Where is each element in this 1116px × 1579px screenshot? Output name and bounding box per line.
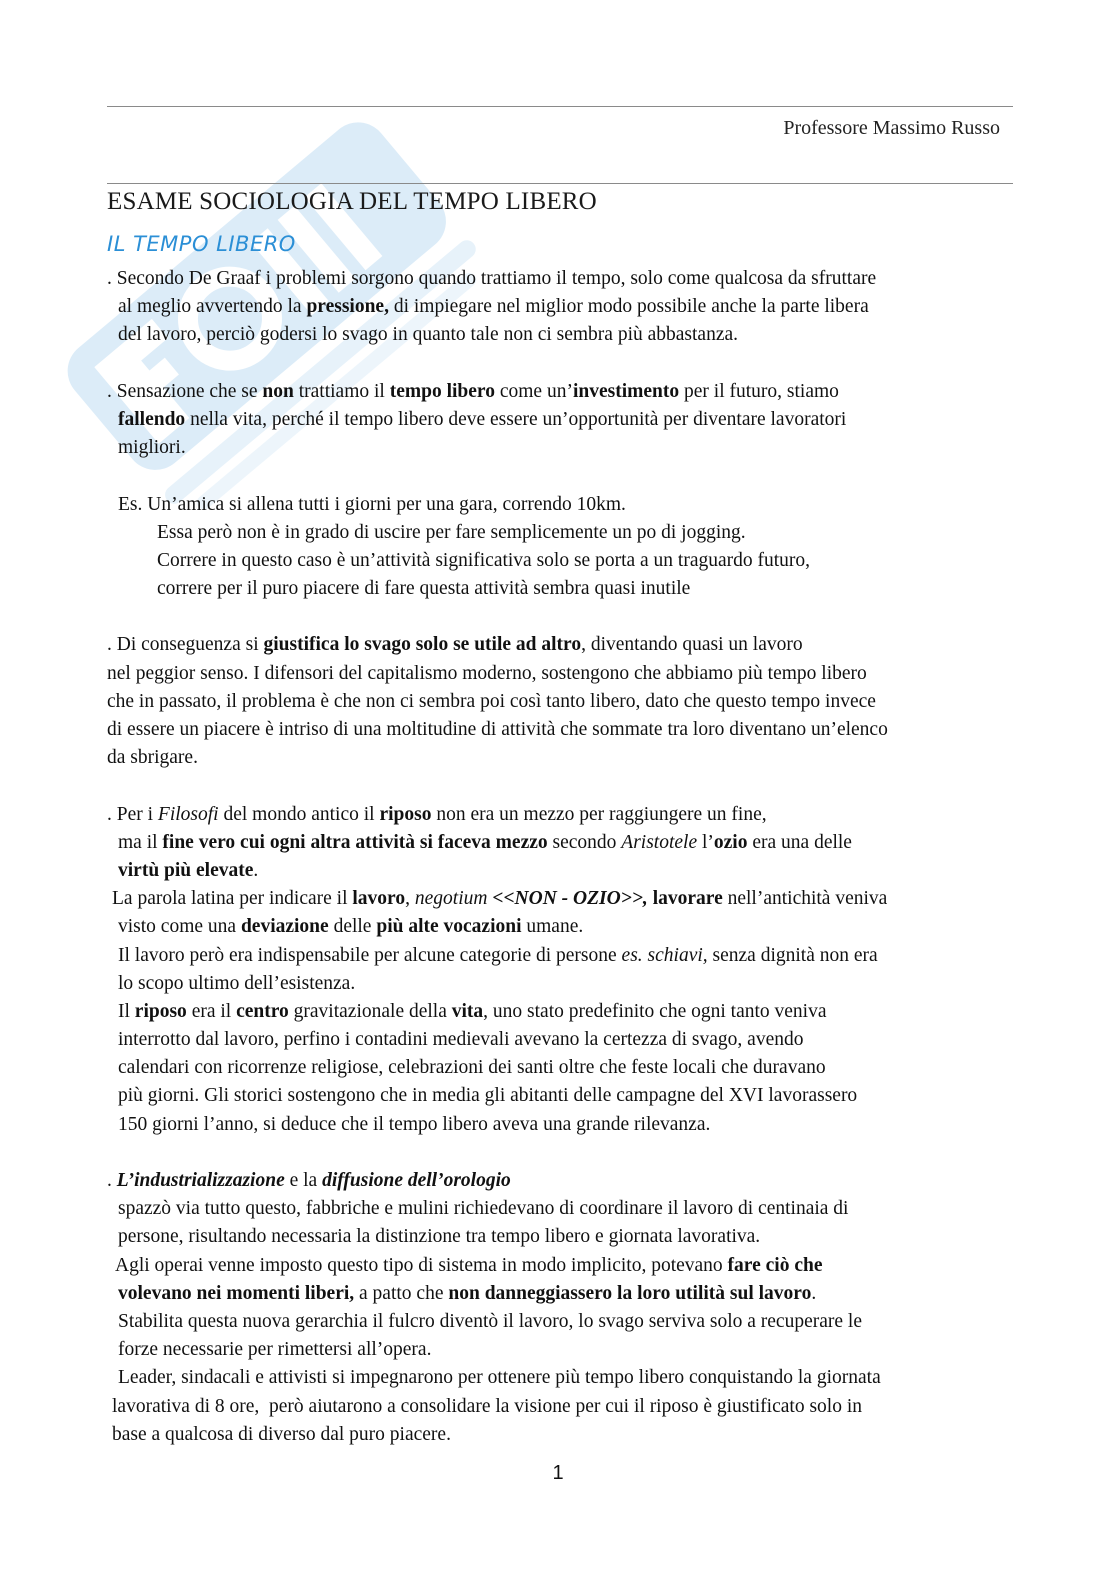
example-line: correre per il puro piacere di fare questa attività sembra quasi inutile (157, 578, 691, 600)
paragraph-line: . Secondo De Graaf i problemi sorgono quando trattiamo il tempo, solo come qualcosa da sfruttare (107, 268, 877, 289)
paragraph-line: La parola latina per indicare il lavoro, negotium <<NON - OZIO>>, lavorare nell’antichità veniva (112, 888, 888, 910)
paragraph-line: . Per i Filosofi del mondo antico il riposo non era un mezzo per raggiungere un fine, (107, 803, 767, 825)
title-rule (107, 183, 1013, 184)
paragraph-line: . Di conseguenza si giustifica lo svago solo se utile ad altro, diventando quasi un lavoro (107, 634, 803, 656)
paragraph-line: visto come una deviazione delle più alte vocazioni umane. (118, 916, 584, 938)
paragraph-line: base a qualcosa di diverso dal puro piacere. (112, 1423, 451, 1445)
paragraph-line: . Sensazione che se non trattiamo il tempo libero come un’investimento per il futuro, stiamo (107, 380, 839, 402)
paragraph-line: ma il fine vero cui ogni altra attività si faceva mezzo secondo Aristotele l’ozio era una delle (118, 831, 852, 853)
header-rule (107, 106, 1013, 107)
example-line: Correre in questo caso è un’attività significativa solo se porta a un traguardo futuro, (157, 549, 811, 571)
paragraph-line: Il lavoro però era indispensabile per alcune categorie di persone es. schiavi, senza dignità non era (118, 944, 878, 966)
paragraph-line: di essere un piacere è intriso di una moltitudine di attività che sommate tra loro diventano un’elenco (107, 719, 888, 740)
paragraph-line: lo scopo ultimo dell’esistenza. (118, 972, 356, 994)
author-name: Professore Massimo Russo (783, 117, 1000, 139)
paragraph-line: forze necessarie per rimettersi all’opera. (118, 1339, 432, 1361)
paragraph-line: Leader, sindacali e attivisti si impegnarono per ottenere più tempo libero conquistando la giornata (118, 1367, 881, 1389)
paragraph-line: più giorni. Gli storici sostengono che in media gli abitanti delle campagne del XVI lavorassero (118, 1085, 858, 1107)
page-number: 1 (552, 1462, 564, 1484)
paragraph-line: nel peggior senso. I difensori del capitalismo moderno, sostengono che abbiamo più tempo libero (107, 662, 867, 684)
paragraph-line: interrotto dal lavoro, perfino i contadini medievali avevano la certezza di svago, avendo (118, 1029, 804, 1051)
paragraph-line: fallendo nella vita, perché il tempo libero deve essere un’opportunità per diventare lavoratori (118, 408, 847, 430)
paragraph-line: lavorativa di 8 ore, però aiutarono a consolidare la visione per cui il riposo è giustificato solo in (112, 1395, 862, 1417)
paragraph-line: persone, risultando necessaria la distinzione tra tempo libero e giornata lavorativa. (118, 1226, 761, 1248)
document-body (107, 265, 1027, 1449)
paragraph-line: che in passato, il problema è che non ci sembra poi così tanto libero, dato che questo tempo invece (107, 690, 876, 712)
paragraph-line: spazzò via tutto questo, fabbriche e mulini richiedevano di coordinare il lavoro di centinaia di (118, 1198, 849, 1220)
paragraph-line: calendari con ricorrenze religiose, celebrazioni dei santi oltre che feste locali che duravano (118, 1057, 826, 1079)
paragraph-line: da sbrigare. (107, 747, 198, 769)
example-line: Es. Un’amica si allena tutti i giorni per una gara, correndo 10km. (118, 493, 626, 515)
paragraph-line: Stabilita questa nuova gerarchia il fulcro diventò il lavoro, lo svago serviva solo a recuperare le (118, 1310, 862, 1332)
paragraph-line: volevano nei momenti liberi, a patto che non danneggiassero la loro utilità sul lavoro. (118, 1282, 817, 1304)
paragraph-line: 150 giorni l’anno, si deduce che il tempo libero aveva una grande rilevanza. (118, 1113, 711, 1135)
example-line: Essa però non è in grado di uscire per fare semplicemente un po di jogging. (157, 521, 746, 543)
paragraph-line: migliori. (118, 437, 186, 459)
document-title: ESAME SOCIOLOGIA DEL TEMPO LIBERO (107, 188, 597, 215)
paragraph-line: . L’industrializzazione e la diffusione dell’orologio (107, 1170, 511, 1191)
paragraph-line: Il riposo era il centro gravitazionale della vita, uno stato predefinito che ogni tanto veniva (118, 1000, 827, 1022)
paragraph-line: al meglio avvertendo la pressione, di impiegare nel miglior modo possibile anche la parte libera (118, 296, 869, 318)
paragraph-line: Agli operai venne imposto questo tipo di sistema in modo implicito, potevano fare ciò che (115, 1254, 823, 1276)
paragraph-line: del lavoro, perciò godersi lo svago in quanto tale non ci sembra più abbastanza. (118, 324, 739, 346)
paragraph-line: virtù più elevate. (118, 859, 259, 881)
section-heading: IL TEMPO LIBERO (107, 232, 296, 256)
